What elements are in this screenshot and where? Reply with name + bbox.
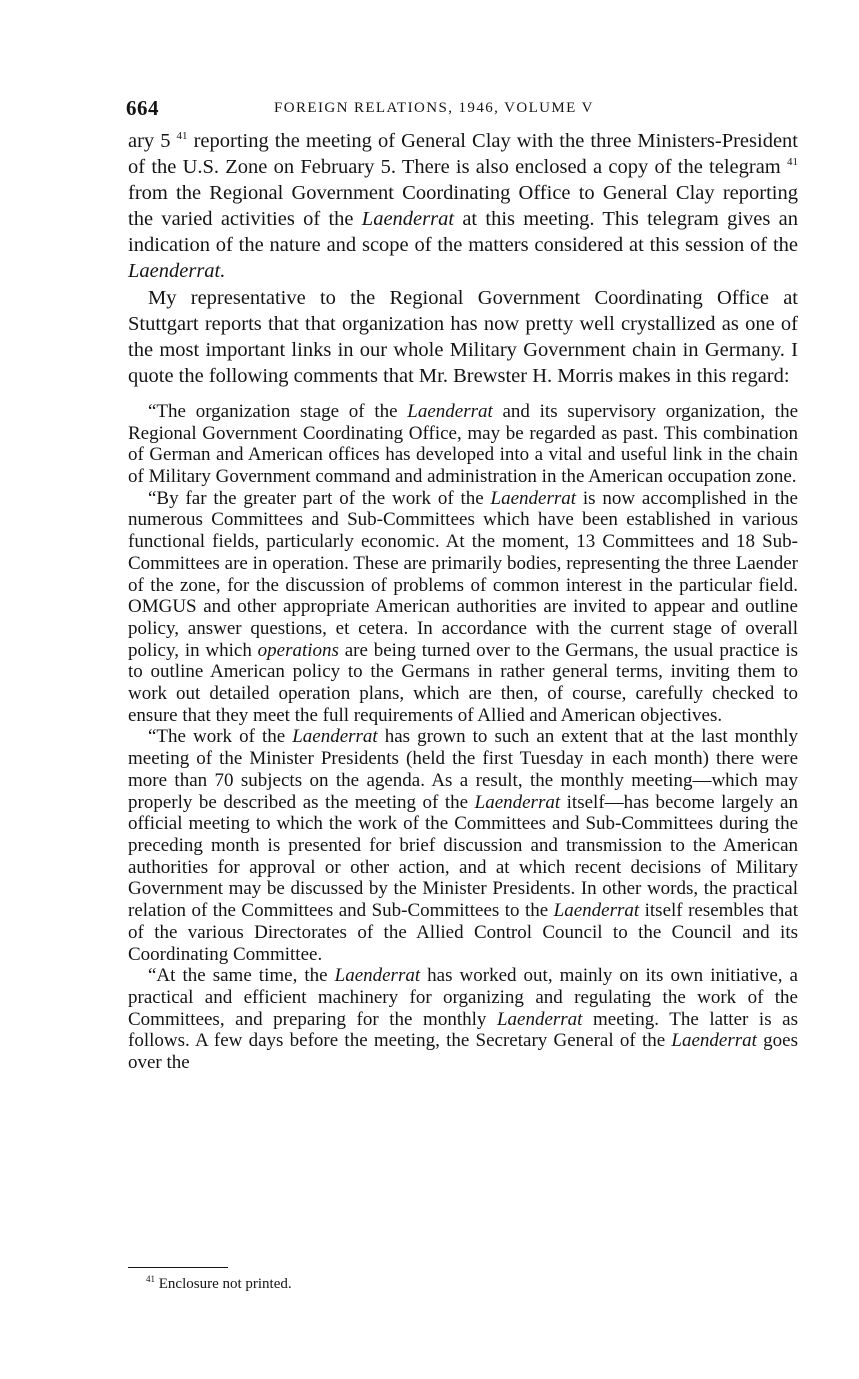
block-quote [128,401,798,1074]
italic-term: Laenderrat [496,1008,583,1030]
page-number: 664 [126,96,159,120]
text-run: itself—has become largely an official meeting to which the work of the Committees and Sub-Committees during the preceding month is presented for brief discussion and transmission to the American authorities for approval or other action, and at which recent decisions of Military Government may be discussed by the Minister Presidents. In other words, the practical relation of the Committees and Sub-Committees to the [128,791,798,922]
italic-term: Laenderrat [334,965,421,987]
quote-paragraph [128,726,798,965]
italic-term: Laenderrat [490,487,577,509]
page-header [128,96,798,128]
text-run: has grown to such an extent that at the last monthly meeting of the Minister Presidents (held the first Tuesday in each month) there were more than 70 subjects on the agenda. As a result, the monthly meeting—which may properly be described as the meeting of the [128,726,798,813]
paragraph: My representative to the Regional Government Coordinating Office at Stuttgart reports that that organization has now pretty well crystallized as one of the most important links in our whole Military Government chain in Germany. I quote the following comments that Mr. Brewster H. Morris makes in this regard: [128,286,798,387]
italic-term: Laenderrat [361,208,455,231]
text-run: is now accomplished in the numerous Committees and Sub-Committees which have been established in various functional fields, particularly economic. At the moment, 13 Committees and 18 Sub-Committees are in operation. These are primarily bodies, representing the three Laender of the zone, for the discussion of problems of common interest in the particular field. OMGUS and other appropriate American authorities are invited to appear and outline policy, answer questions, et cetera. In accordance with the current stage of overall policy, in which [128,487,798,661]
text-run: reporting the meeting of General Clay with the three Ministers-President of the U.S. Zone on February 5. There is also enclosed a copy of the telegram [128,130,798,179]
text-run: meeting. The latter is as follows. A few days before the meeting, the Secretary General of the [128,1008,798,1052]
footnote-ref: 41 [787,156,798,169]
quote-paragraph [128,965,798,1074]
footnote-number: 41 [146,1274,155,1284]
italic-term: Laenderrat [553,900,640,922]
text-run: from the Regional Government Coordinating Office to General Clay reporting the varied activities of the [128,182,798,231]
footnote [146,1276,292,1293]
text-run: ary 5 [128,130,177,152]
body-text [128,128,798,389]
footnote-divider [128,1267,228,1268]
text-run: at this meeting. This telegram gives an indication of the nature and scope of the matters considered at this session of the [128,208,798,257]
italic-term: Laenderrat. [128,260,226,283]
document-page [126,96,799,1292]
text-run: itself resembles that of the various Directorates of the Allied Control Council to the Council and its Coordinating Committee. [128,900,798,965]
text-run: “The organization stage of the [148,400,408,422]
text-run: “By far the greater part of the work of the [148,487,491,509]
italic-term: Laenderrat [292,726,378,748]
text-run: “The work of the [148,726,293,748]
text-run: are being turned over to the Germans, the usual practice is to outline American policy to the Germans in rather general terms, inviting them to work out detailed operation plans, which are then, of course, carefully checked to ensure that they meet the full requirements of Allied and American objectives. [128,639,799,726]
italic-term: Laenderrat [407,400,493,422]
text-run: “At the same time, the [148,965,335,987]
running-title: FOREIGN RELATIONS, 1946, VOLUME V [274,100,594,116]
text-run: has worked out, mainly on its own initiative, a practical and efficient machinery for organizing and regulating the work of the Committees, and preparing for the monthly [128,965,798,1030]
text-run: and its supervisory organization, the Regional Government Coordinating Office, may be regarded as past. This combination of German and American offices has developed into a vital and useful link in the chain of Military Government command and administration in the American occupation zone. [128,400,799,488]
italic-term: Laenderrat [671,1030,757,1052]
quote-paragraph [128,401,798,488]
text-run: goes over the [128,1030,798,1074]
paragraph-continued [128,128,798,285]
footnote-ref: 41 [176,130,188,143]
italic-term: operations [257,639,339,661]
footnote-text: Enclosure not printed. [155,1276,292,1292]
quote-paragraph [128,488,798,727]
italic-term: Laenderrat [474,791,561,813]
